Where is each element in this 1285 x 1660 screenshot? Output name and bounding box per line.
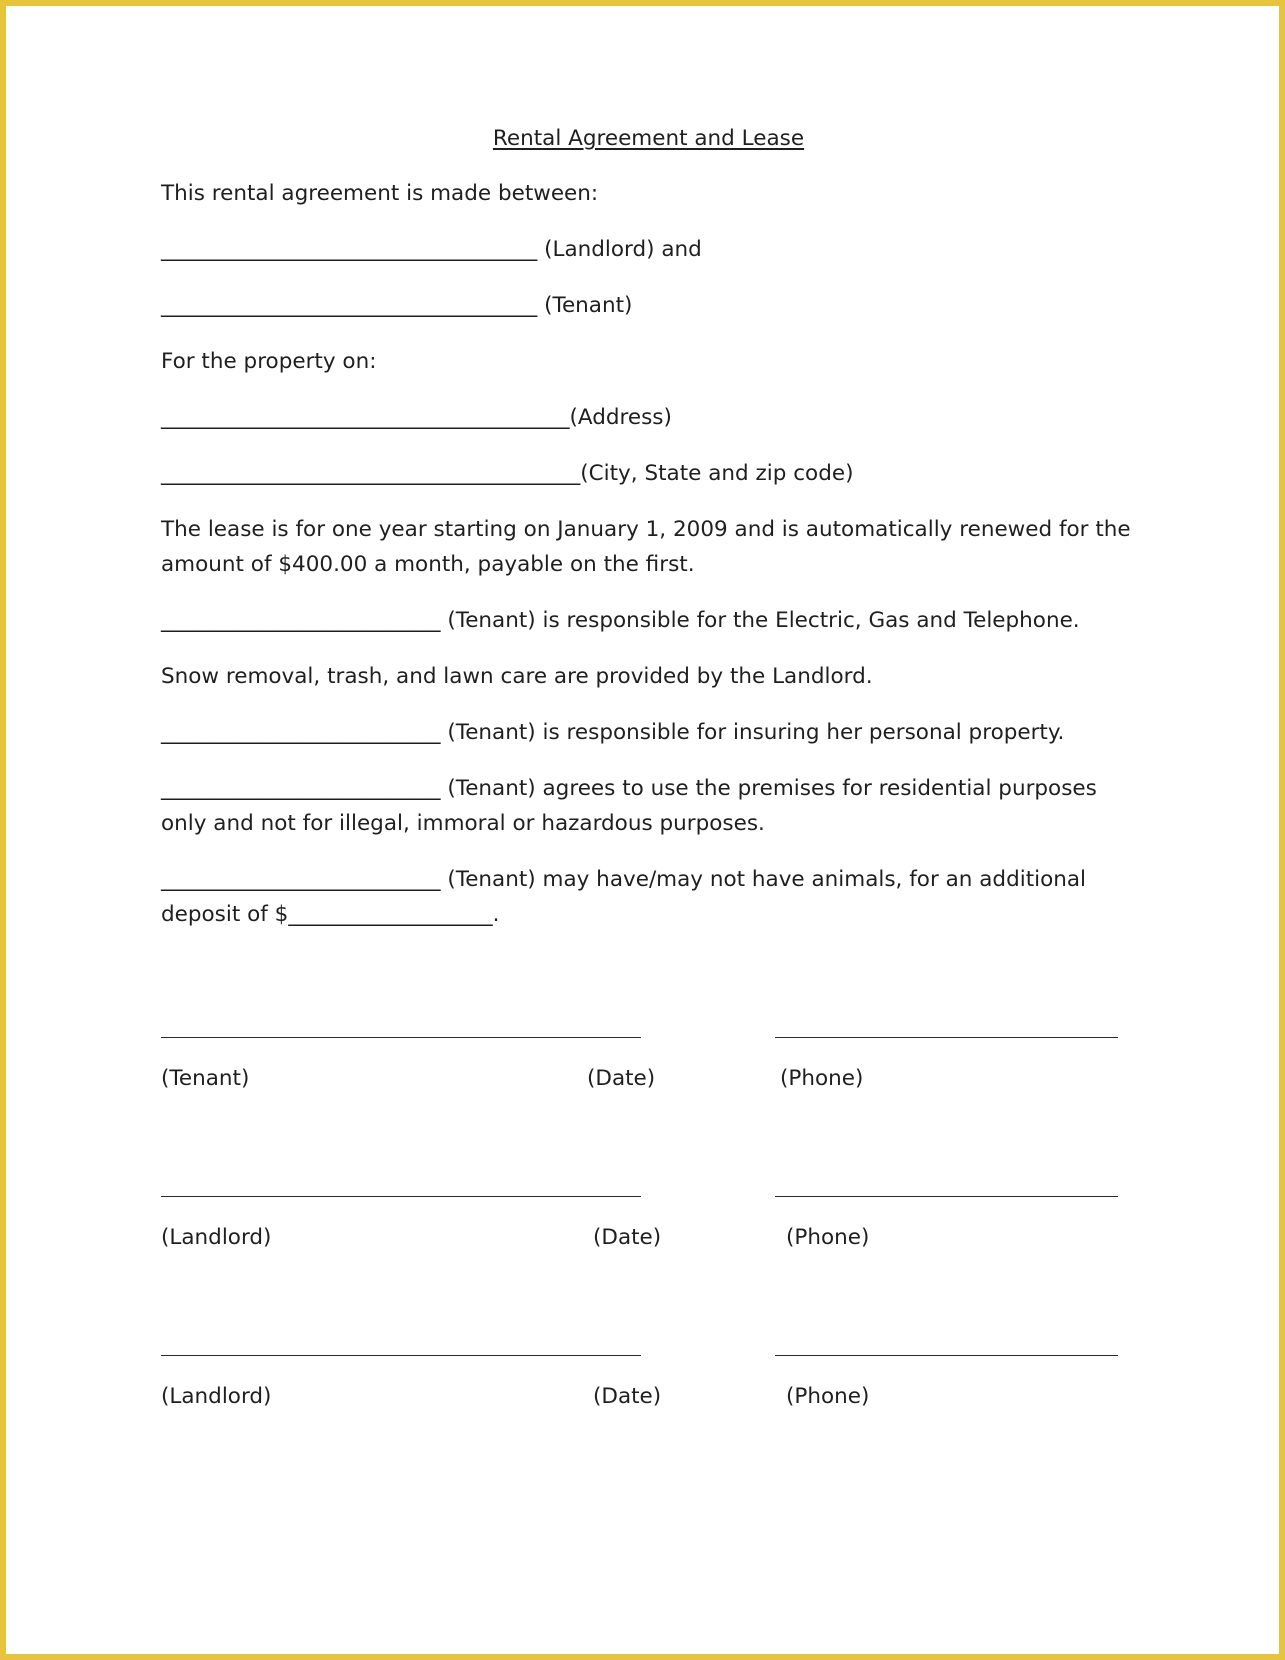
use-clause-line-1: __________________________ (Tenant) agrees to use the premises for residential purposes (161, 776, 1097, 801)
landlord-phone-line (775, 1196, 1118, 1197)
landlord-phone-line (775, 1355, 1118, 1356)
tenant-field-line: ___________________________________ (Tenant) (161, 293, 633, 318)
services-clause: Snow removal, trash, and lawn care are provided by the Landlord. (161, 664, 873, 689)
landlord-signature-line (161, 1355, 641, 1356)
document-title: Rental Agreement and Lease (492, 126, 805, 151)
signature-phone-label: (Phone) (786, 1384, 870, 1409)
utilities-clause: __________________________ (Tenant) is responsible for the Electric, Gas and Telephone. (161, 608, 1080, 633)
signature-date-label: (Date) (593, 1384, 662, 1409)
use-clause-line-2: only and not for illegal, immoral or hazardous purposes. (161, 811, 765, 836)
landlord-field-line: ___________________________________ (Landlord) and (161, 237, 702, 262)
signature-party-label: (Landlord) (161, 1225, 272, 1250)
landlord-signature-line (161, 1196, 641, 1197)
intro-text: This rental agreement is made between: (161, 181, 599, 206)
city-field-line: _______________________________________(City, State and zip code) (161, 461, 854, 486)
address-field-line: ______________________________________(Address) (161, 405, 672, 430)
animals-clause-line-1: __________________________ (Tenant) may have/may not have animals, for an additional (161, 867, 1087, 892)
lease-terms-line-1: The lease is for one year starting on January 1, 2009 and is automatically renewed for the (161, 517, 1131, 542)
signature-date-label: (Date) (593, 1225, 662, 1250)
signature-party-label: (Landlord) (161, 1384, 272, 1409)
signature-phone-label: (Phone) (786, 1225, 870, 1250)
tenant-phone-line (775, 1037, 1118, 1038)
insurance-clause: __________________________ (Tenant) is responsible for insuring her personal property. (161, 720, 1065, 745)
document-content (6, 6, 1279, 1654)
property-intro-text: For the property on: (161, 349, 377, 374)
signature-date-label: (Date) (587, 1066, 656, 1091)
tenant-signature-line (161, 1037, 641, 1038)
lease-terms-line-2: amount of $400.00 a month, payable on the first. (161, 552, 695, 577)
signature-party-label: (Tenant) (161, 1066, 250, 1091)
animals-clause-line-2: deposit of $___________________. (161, 902, 500, 927)
signature-phone-label: (Phone) (780, 1066, 864, 1091)
